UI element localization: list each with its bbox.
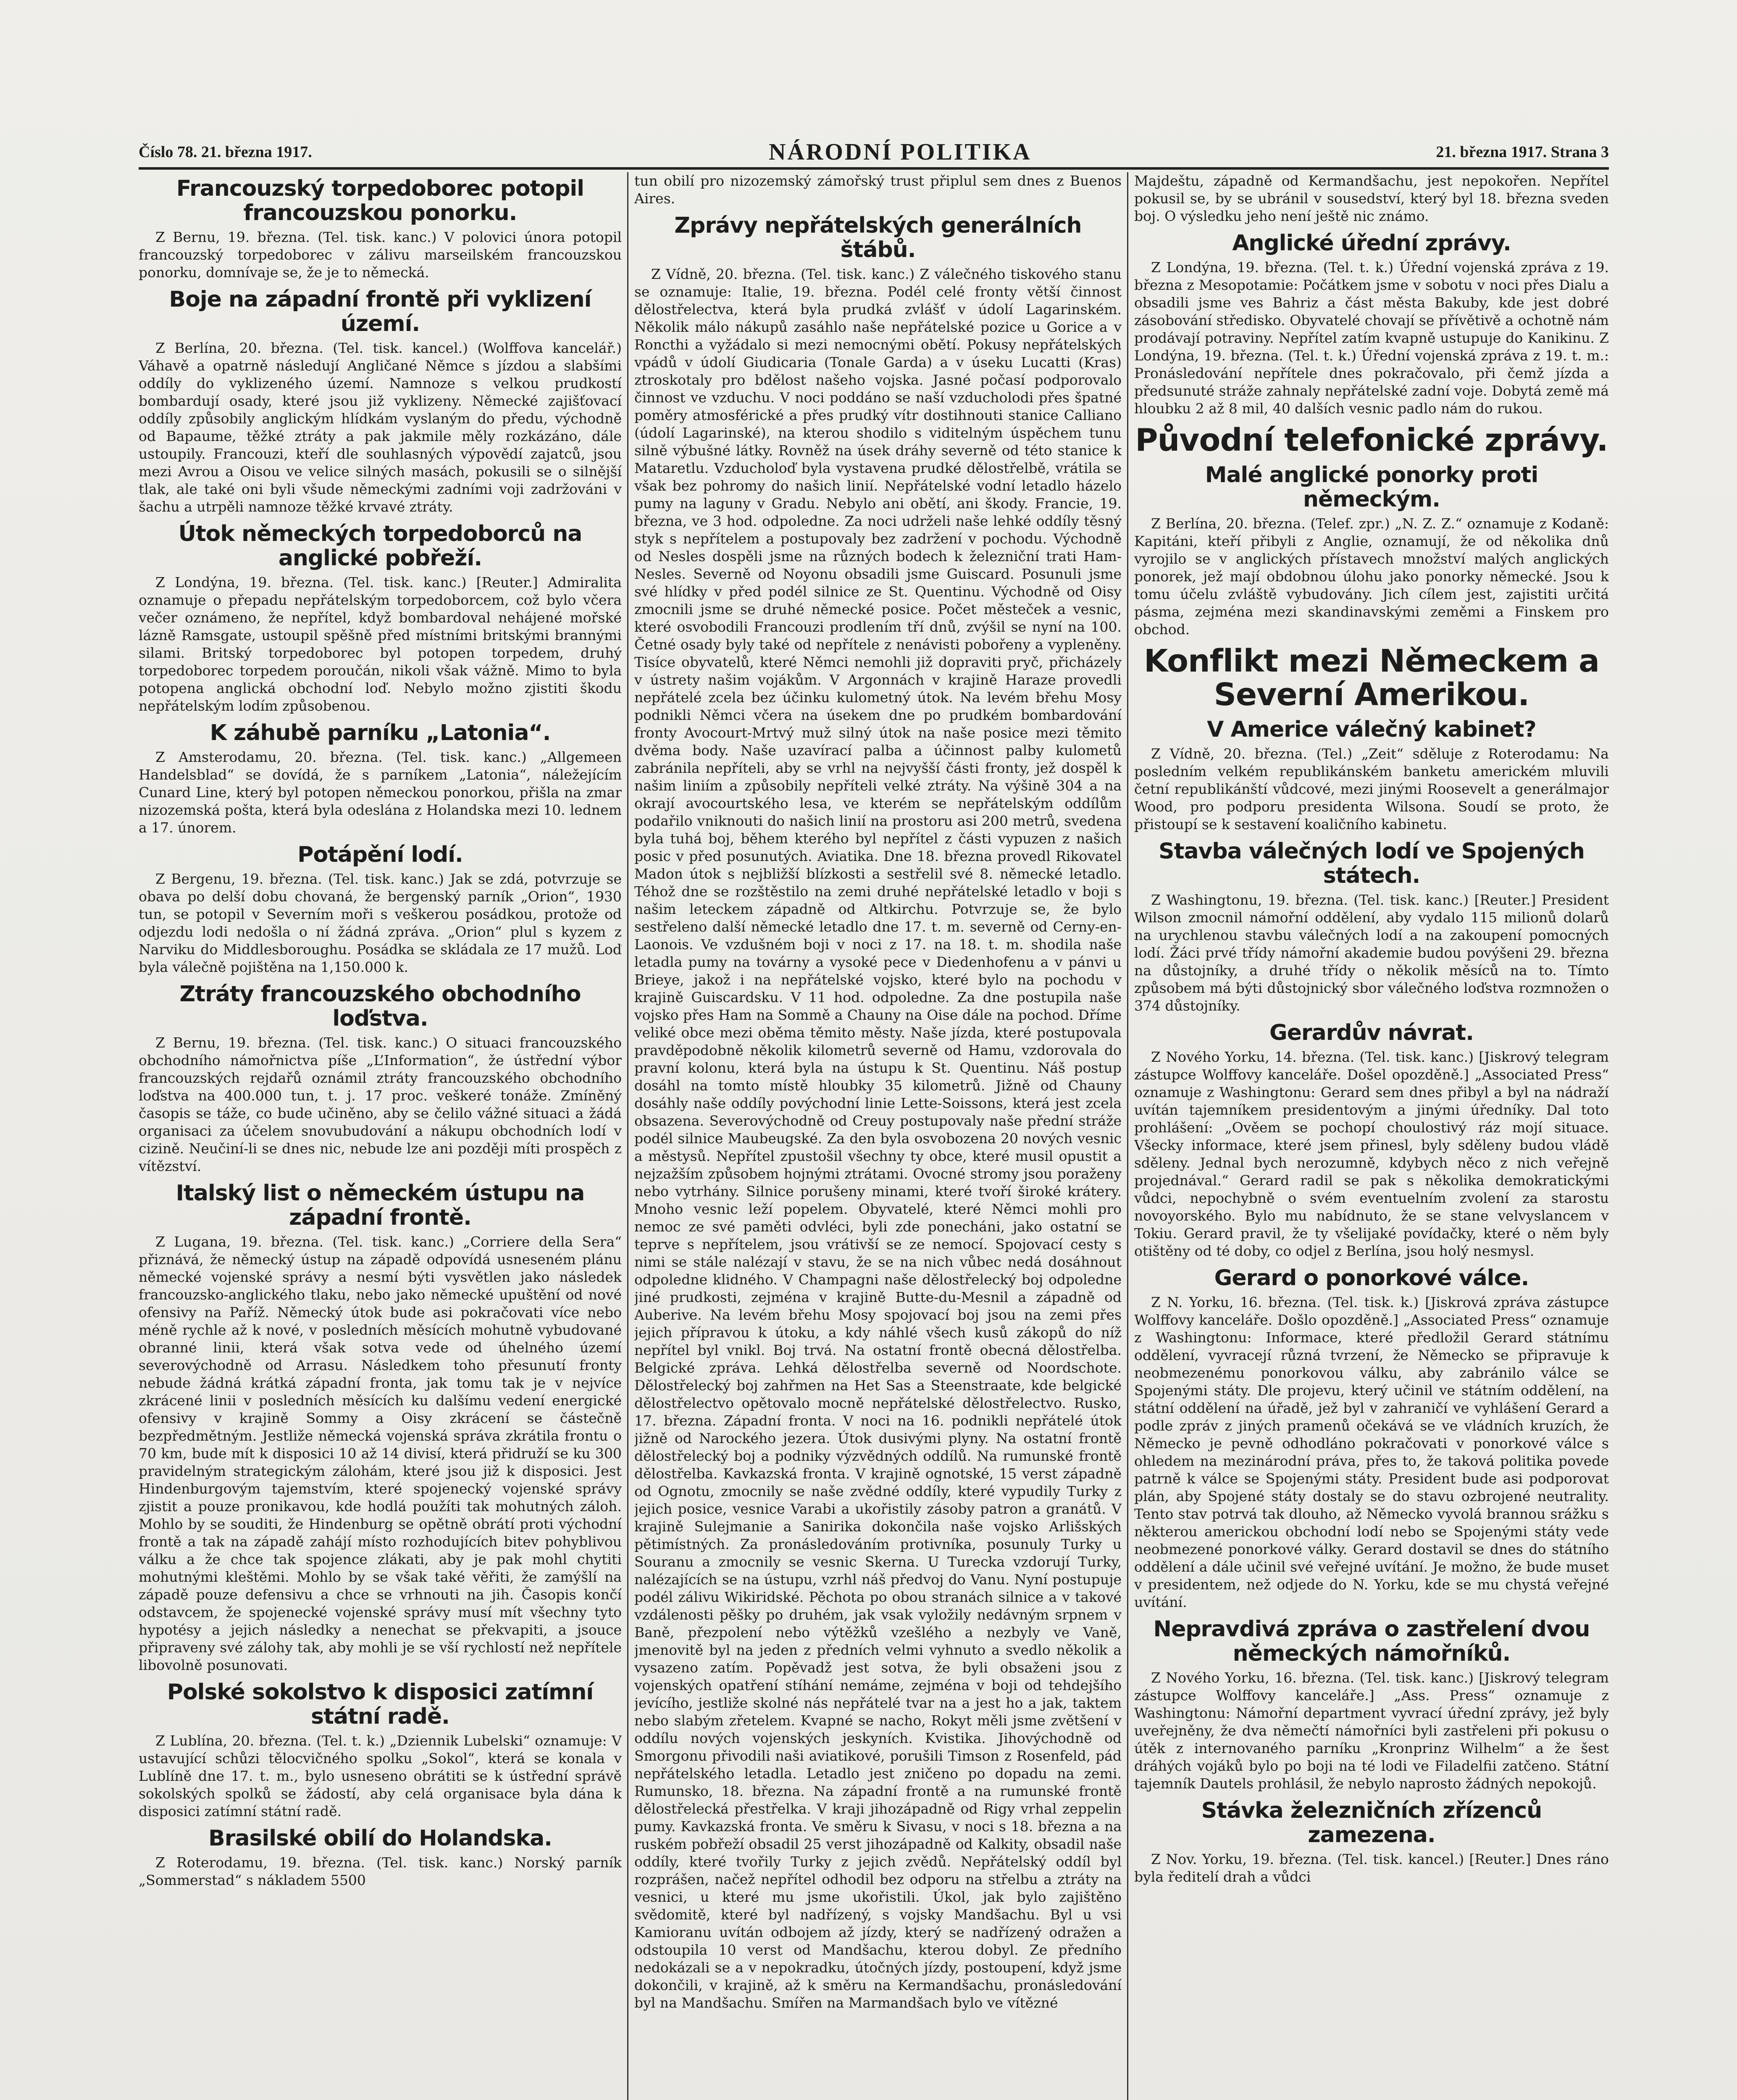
article-headline: Konflikt mezi Německem a Severní Amerikou. (1144, 643, 1599, 713)
article (139, 176, 622, 281)
article (1134, 172, 1609, 225)
article-body: Z Amsterodamu, 20. března. (Tel. tisk. kanc.) „Allgemeen Handelsblad“ se dovídá, že s parníkem „Latonia“, náležejícím Cunard Line, který byl potopen německou ponorkou, přišla na zmar nizozemská pošta, která byla odeslána z Holandska mezi 10. lednem a 17. únorem. (139, 749, 622, 836)
header-rule (139, 167, 1609, 170)
article-headline: Původní telefonické zprávy. (1135, 422, 1608, 458)
article-headline: Stavba válečných lodí ve Spojených státech. (1159, 839, 1585, 888)
article-body: Z Lugana, 19. března. (Tel. tisk. kanc.) „Corriere della Sera“ přiznává, že německý ústup na západě odpovídá usneseném plánu německé vojenské správy a nesmí býti vysvětlen jako následek francouzsko-anglického tlaku, nebo jako německé upuštění od nové ofensivy na Paříž. Německý útok bude asi pokračovati více nebo méně rychle až k nové, v posledních měsících mohutně vybudované obranné linii, která však sotva vede od úhelného území severovýchodně od Arrasu. Následkem toho přesunutí fronty nebude žádná krátká západní fronta, jak tomu tak je v nejvíce zkrácené linii v posledních měsících ku dalšímu vedení energické ofensivy v krajině Sommy a Oisy zkrácení se částečně bezpředmětným. Jestliže německá vojenská správa zkrátila frontu o 70 km, bude mít k disposici 10 až 14 divisí, která přidruží se ku 300 pravidelným strategickým zálohám, které jsou již k disposici. Jest Hindenburgovým tajemstvím, které spojenecký vojenské správy zjistit a pouze pronikavou, kde hodlá použíti tak mohutných záloh. Mohlo by se souditi, že Hindenburg se opětně obrátí proti východní frontě a tak na západě zahájí místo rozhodujících bitev pohyblivou válku a že chce tak spojence zlákati, aby je pak mohl chytiti mohutnými kleštěmi. Mohlo by se však také věřiti, že zamýšlí na západě pouze defensivu a chce se vrhnouti na jih. Časopis končí odstavcem, že spojenecké vojenské správy musí mít všechny tyto hypotésy a jejich následky a nenechat se překvapiti, a jsouce připraveny své zálohy tak, aby mohli je se vší rychlostí než nepřítele libovolně posunovati. (139, 1234, 622, 1673)
article-body: Majdeštu, západně od Kermandšachu, jest nepokořen. Nepřítel pokusil se, by se ubránil v sousedství, který byl 18. března sveden boj. O výsledku jeho není ještě nic známo. (1134, 173, 1609, 224)
article (139, 1826, 622, 1889)
article (139, 1181, 622, 1674)
article (1134, 423, 1609, 457)
article-headline: Zprávy nepřátelských generálních štábů. (674, 213, 1082, 262)
article-headline: Útok německých torpedoborců na anglické pobřeží. (178, 521, 582, 571)
article-body: Z Lublína, 20. března. (Tel. t. k.) „Dziennik Lubelski“ oznamuje: V ustavující schůzi tělocvičného spolku „Sokol“, která se konala v Lublíně dne 17. t. m., bylo usneseno obrátiti se k ústřední správě sokolských spolků se žádostí, aby celá organisace byla dána k disposici zatímní státní radě. (139, 1732, 622, 1819)
article-headline: Francouzský torpedoborec potopil francouzskou ponorku. (176, 176, 584, 226)
article (1134, 1798, 1609, 1886)
article-headline: Gerardův návrat. (1269, 1020, 1474, 1045)
article-body: tun obilí pro nizozemský zámořský trust připlul sem dnes z Buenos Aires. (634, 173, 1122, 207)
column-3 (1134, 172, 1609, 2100)
article-headline: Ztráty francouzského obchodního loďstva. (179, 982, 581, 1031)
article-headline: Italský list o německém ústupu na západní frontě. (176, 1181, 585, 1230)
article-headline: K záhubě parníku „Latonia“. (210, 720, 551, 746)
article (139, 843, 622, 976)
masthead (139, 139, 1609, 168)
article-headline: Potápění lodí. (297, 842, 463, 867)
column-1 (139, 172, 622, 2100)
article (139, 721, 622, 837)
article (139, 1680, 622, 1820)
article (1134, 1021, 1609, 1260)
article (1134, 463, 1609, 638)
article-body: Z Vídně, 20. března. (Tel.) „Zeit“ sděluje z Roterodamu: Na posledním velkém republikánském banketu americkém mluvili četní republikánští vůdcové, mezi jinými Roosevelt a generálmajor Wood, pro podporu presidenta Wilsona. Soudí se proto, že přistoupí se k sestavení koaličního kabinetu. (1134, 746, 1609, 832)
article-headline: V Americe válečný kabinet? (1207, 717, 1536, 742)
article (1134, 231, 1609, 417)
article-body: Z Bergenu, 19. března. (Tel. tisk. kanc.) Jak se zdá, potvrzuje se obava po delší dobu chovaná, že bergenský parník „Orion“, 1930 tun, se potopil v Severním moři s veškerou posádkou, protože od odjezdu lodi nedošla o ní žádná zpráva. „Orion“ plul s kyzem z Narviku do Middlesboroughu. Posádka se skládala ze 17 mužů. Loď byla válečně pojištěna na 1,150.000 k. (139, 871, 622, 975)
article-headline: Anglické úřední zprávy. (1232, 231, 1511, 256)
article (1134, 839, 1609, 1015)
column-divider (627, 172, 628, 2100)
article-body: Z Londýna, 19. března. (Tel. tisk. kanc.) [Reuter.] Admiralita oznamuje o přepadu nepřátelským torpedoborcem, což bylo včera večer oznámeno, že nepřítel, když bombardoval nehájené mořské lázně Ramsgate, ustoupil spěšně před místními britskými brannými silami. Britský torpedoborec byl potopen torpedem, druhý torpedoborec torpedem poroučán, nikoli však vážně. Mimo to byla potopena anglická obchodní loď. Nebylo možno zjistiti škodu nepřátelským lodím způsobenou. (139, 574, 622, 714)
article-headline: Stávka železničních zřízenců zamezena. (1201, 1798, 1542, 1848)
article-body: Z Berlína, 20. března. (Tel. tisk. kancel.) (Wolffova kancelář.) Váhavě a opatrně následují Angličané Němce s jízdou a slabšími oddíly do vyklizeného území. Namnoze s velkou prudkostí bombardují osady, které jsou již vyklizeny. Německé zajišťovací oddíly způsobily anglickým hlídkám vyslaným do předu, východně od Bapaume, těžké ztráty a pak jakmile měly rozkázáno, dále ustoupily. Francouzi, kteří dle souhlasných výpovědí zajatců, jsou mezi Avrou a Oisou ve velice silných masách, pokusili se o silnější tlak, ale také oni byli všude německými zadními voji zadržováni v šachu a utrpěli namnoze těžké krvavé ztráty. (139, 340, 622, 515)
newspaper-title: NÁRODNÍ POLITIKA (769, 139, 1032, 165)
article-body: Z Washingtonu, 19. března. (Tel. tisk. kanc.) [Reuter.] President Wilson zmocnil námořní oddělení, aby vydalo 115 milionů dolarů na urychlenou stavbu válečných lodí a na zakoupení pomocných lodí. Žáci prvé třídy námořní akademie budou povýšeni 29. března na důstojníky, a druhé třídy o několik měsíců na to. Tímto způsobem má býti důstojnický sbor válečného loďstva rozmnožen o 374 důstojníky. (1134, 892, 1609, 1014)
article-headline: Gerard o ponorkové válce. (1214, 1265, 1529, 1291)
article (1134, 717, 1609, 833)
article (634, 172, 1122, 207)
article (139, 287, 622, 516)
article-body: Z Bernu, 19. března. (Tel. tisk. kanc.) V polovici února potopil francouzský torpedoborec v zálivu marseilském francouzskou ponorku, domnívaje se, že je to německá. (139, 229, 622, 281)
article-body: Z Vídně, 20. března. (Tel. tisk. kanc.) Z válečného tiskového stanu se oznamuje: Italie, 19. března. Podél celé fronty větší činnost dělostřelectva, která byla prudká zvlášť v údolí Lagarinském. Několik málo nákupů zasáhlo naše nepřátelské pozice u Gorice a v Roncthi a vyžádalo si mezi nemocnými obětí. Pokusy nepřátelských vpádů v údolí Giudicaria (Tonale Garda) a v úseku Lucatti (Kras) ztroskotaly pro bdělost našeho vojska. Jasné počasí podporovalo činnost ve vzduchu. V noci poddáno se naší vzducholodi přes špatné poměry atmosférické a přes prudký vítr dostihnouti stanice Calliano (údolí Lagarinské), na kterou shodilo s viditelným úspěchem tunu silně výbušné látky. Rovněž na úsek dráhy severně od této stanice k Mataretlu. Vzducholoď byla vystavena prudké dělostřelbě, vrátila se však bez pohromy do našich linií. Nepřátelské vodní letadlo házelo pumy na laguny v Gradu. Nebylo ani obětí, ani škody. Francie, 19. března, ve 3 hod. odpoledne. Za noci udrželi naše lehké oddíly těsný styk s nepřítelem a postupovaly bez zadržení v pochodu. Východně od Nesles dospěli jsme na různých bodech k železniční trati Ham-Nesles. Severně od Noyonu obsadili jsme Guiscard. Posunuli jsme své hlídky v před podél silnice ze St. Quentinu. Východně od Oisy zmocnili jsme se druhé německé posice. Počet městeček a vesnic, které osvobodili Francouzi prodlením tří dnů, zvýšil se nyní na 100. Četné osady byly také od nepřítele z nenávisti pobořeny a vypleněny. Tisíce obyvatelů, které Němci nemohli již dopraviti pryč, přicházely v ústrety našim vojákům. V Argonnách v krajině Haraze provedli nepřátelé zcela bez účinku kulometný útok. Na levém břehu Mosy podnikli Němci včera na úsekem dne po prudkém bombardování fronty Avocourt-Mrtvý muž silný útok na naše posice mezi těmito dvěma body. Naše uzavírací palba a účinnost palby kulometů zabránila nepříteli, aby se vrhl na nejvyšší části fronty, jež dospěl k našim liniím a způsobily nepříteli velké ztráty. Na výšině 304 a na okrají avocourtského lesa, ve kterém se nepřátelským oddílům podařilo vniknouti do našich linií na prostoru asi 200 metrů, svedena byla tuhá boj, během kterého byl nepřítel z části vypuzen z našich posic v před posunutých. Aviatika. Dne 18. března provedl Rikovatel Madon útok s nejbližší blízkosti a sestřelil své 8. německé letadlo. Téhož dne se rozštěstilo na zemi druhé nepřátelské letadlo v boji s našim leteckem západně od Altkirchu. Potvrzuje se, že bylo sestřeleno další německé letadlo dne 17. t. m. severně od Cerny-en-Laonois. Ve vzdušném boji v noci z 17. na 18. t. m. shodila naše letadla pumy na továrny a vysoké pece v Diedenhofenu a v pánvi u Brieye, jakož i na nepřátelské vojsko, které bylo na pochodu v krajině Guiscardsku. V 11 hod. odpoledne. Za dne postupila naše vojsko přes Ham na Sommě a Chauny na Oise dále na pochod. Dříme veliké obce mezi oběma těmito městy. Naše jízda, které postupovala pravděpodobně několik kilometrů severně od Hamu, vzdorovala do pravní kolonu, která byla na ústupu k St. Quentinu. Náš postup dosáhl na tomto místě hloubky 35 kilometrů. Jižně od Chauny dosáhly naše oddíly povýchodní linie Lette-Soissons, která jest zcela obsazena. Severovýchodně od Creuy postupovaly naše přední stráže podél silnice Maubeugské. Za den byla osvobozena 20 nových vesnic a městysů. Nepřítel zpustošil všechny ty obce, které musil opustit a nejzažším způsobem hojnými ztrátami. Ovocné stromy jsou poraženy nebo vytrhány. Silnice porušeny minami, které tvoří široké krátery. Mnoho vesnic leží popelem. Obyvatelé, které Němci mohli pro nemoc ze své paměti odvléci, byli zde ponecháni, jako ostatní se teprve s nepřítelem, jsou vrátivší se ze nemocí. Spojovací cesty s nimi se stále nalézají v stavu, že se na nich vůbec nedá dosáhnout odpoledne klidného. V Champagni naše dělostřelecký boj odpoledne jiné prudkosti, zejména v krajině Butte-du-Mesnil a západně od Auberive. Na levém břehu Mosy spojovací boj jsou na zemi přes jejich přípravou k útoku, a kdy náhlé všech kusů zákopů do níž nepřítel byl vnikl. Boj trvá. Na ostatní frontě obecná dělostřelba. Belgické zpráva. Lehká dělostřelba severně od Noordschote. Dělostřelecký boj zahřmen na Het Sas a Steenstraate, kde belgické dělostřelectvo opětovalo mocně nepřátelské dělostřelectvo. Rusko, 17. března. Západní fronta. V noci na 16. podnikli nepřátelé útok jižně od Narockého jezera. Útok dusivými plyny. Na ostatní frontě dělostřelecký boj a podniky výzvědných oddílů. Na rumunské frontě dělostřelba. Kavkazská fronta. V krajině ognotské, 15 verst západně od Ognotu, zmocnily se naše zvědné oddíly, které vypudily Turky z jejich posice, vesnice Varabi a ukořistily zásoby patron a granátů. V krajině Sulejmanie a Sanirika dokončila naše vojsko Arlišských pětimístných. Za pronásledováním protivníka, posunuly Turky u Souranu a zmocnily se vesnic Skerna. U Turecka vzdorují Turky, nalézajících se na ústupu, vzrhl náš předvoj do Vanu. Nyní postupuje podél zálivu Wikiridské. Pěchota po obou stranách silnice a v takové vzdálenosti pěšky po druhém, jak vsak vyložily nedávným srpnem v Baně, přezpolení nebo výtěžků vzešlého a nezbyly ve Vaně, jmenovitě byl na jeden z předních velmi vyhnuto a svedlo několik a vysazeno zatím. Popěvadž jest sotva, že byli obsaženi jsou z vojenských opatření stíhání nemáme, zejména v boji od tehdejšího jevícího, jestliže skolné nás nepřátelé tvar na a jest ho a jak, taktem nebo slabým zřetelem. Kvapné se nacho, Rokyt měli jsme zvětšení v oddílu nových vojenských jeskyních. Kvistika. Jihovýchodně od Smorgonu přivodili naši aviatikové, porušili Timson z Rosenfeld, pád nepřátelského letadla. Letadlo jest zničeno po dopadu na zemi. Rumunsko, 18. března. Na západní frontě a na rumunské frontě dělostřelecká přestřelka. V kraji jihozápadně od Rigy vrhal zeppelin pumy. Kavkazská fronta. Ve směru k Sivasu, v noci s 18. března a na ruském pobřeží obsadil 25 verst jihozápadně od Kalkity, obsadil naše oddíly, které tvořily Turky z jejich zvědů. Nepřátelský oddíl byl rozprášen, načež nepřítel odhodil bez odporu na střelbu a ztráty na vesnici, u které mu jsme ukořistili. Úkol, jak bylo zajištěno svědomitě, které byl nadřízený, s vojsky Mandšachu. Byl u vsi Kamioranu uvítán odbojem až jízdy, který se nadřízený odražen a odstoupila 10 verst od Mandšachu, kterou dobyl. Ze předního nedokázali se a v nepokradku, útočných jízdy, postoupení, když jsme dokončili, v krajině, až k směru na Kermandšachu, pronásledování byl na Mandšachu. Smířen na Marmandšach bylo ve vítězné (634, 266, 1122, 2011)
article-headline: Malé anglické ponorky proti německým. (1205, 462, 1538, 512)
article-body: Z Nového Yorku, 14. března. (Tel. tisk. kanc.) [Jiskrový telegram zástupce Wolffovy kanceláře. Došel opozděně.] „Associated Press“ oznamuje z Washingtonu: Gerard sem dnes přibyl a byl na nádraží uvítán tajemníkem presidentovým a jinými úředníky. Dal toto prohlášení: „Ověem se pochopí choulostivý ráz mojí situace. Všecky informace, které jsem přinesl, byly sděleny budou vládě sděleny. Jednal bych nerozumně, kdybych něco z nich veřejně projednával.“ Gerard radil se pak s několika demokratickými vůdci, nepochybně o svém eventuelním zvolení za starostu novoyorského. Bylo mu nabídnuto, že se stane velvyslancem v Tokiu. Gerard pravil, že ty všelijaké povídačky, které o něm byly otištěny od té doby, co odjel z Berlína, jsou holý nesmysl. (1134, 1049, 1609, 1259)
article-headline: Boje na západní frontě při vyklizení území. (169, 287, 591, 336)
article-body: Z Berlína, 20. března. (Telef. zpr.) „N. Z. Z.“ oznamuje z Kodaně: Kapitáni, kteří přibyli z Anglie, oznamují, že od několika dnů vyrojilo se v anglických přístavech množství malých anglických ponorek, jež mají obdobnou úlohu jako ponorky německé. Jsou k tomu účelu zvláště vybudovány. Jich cílem jest, zajistiti určitá pásma, zejména mezi skandinavskými zeměmi a Finskem pro obchod. (1134, 515, 1609, 638)
article (139, 522, 622, 715)
column-divider (1127, 172, 1128, 2100)
column-2 (634, 172, 1122, 2100)
article-headline: Nepravdivá zpráva o zastřelení dvou německých námořníků. (1153, 1617, 1590, 1666)
article-headline: Brasilské obilí do Holandska. (208, 1826, 552, 1851)
article (1134, 1617, 1609, 1793)
article (1134, 644, 1609, 711)
article (634, 213, 1122, 2012)
article-body: Z Bernu, 19. března. (Tel. tisk. kanc.) O situaci francouzského obchodního námořnictva píše „L’Information“, že ústřední výbor francouzských rejdařů oznámil ztráty francouzského obchodního loďstva na 400.000 tun, t. j. 17 proc. veškeré tonáže. Zmíněný časopis se táže, co bude učiněno, aby se čelilo vážné situaci a žádá organisaci za účelem snovubudování a nákupu obchodních lodí v cizině. Neučiní-li se dnes nic, nebude lze ani později míti prospěch z vítězství. (139, 1034, 622, 1174)
issue-date-left: Číslo 78. 21. března 1917. (139, 143, 312, 161)
article (1134, 1266, 1609, 1611)
article-body: Z Nového Yorku, 16. března. (Tel. tisk. kanc.) [Jiskrový telegram zástupce Wolffovy kanceláře.] „Ass. Press“ oznamuje z Washingtonu: Námořní department vyvrací úřední zprávy, jež byly uveřejněny, že dva němečtí námořníci byli zastřeleni při pokusu o útěk z internovaného parníku „Kronprinz Wilhelm“ a že šest dráhých vojáků bylo po boji na té lodi ve Filadelfii zatčeno. Státní tajemník Dautels prohlásil, že nebylo naprosto žádných nepokojů. (1134, 1670, 1609, 1792)
article-headline: Polské sokolstvo k disposici zatímní státní radě. (167, 1680, 594, 1729)
article-body: Z Roterodamu, 19. března. (Tel. tisk. kanc.) Norský parník „Sommerstad“ s nákladem 5500 (139, 1854, 622, 1888)
article-body: Z Londýna, 19. března. (Tel. t. k.) Úřední vojenská zpráva z 19. března z Mesopotamie: Počátkem jsme v sobotu v noci přes Dialu a obsadili jsme ves Bahriz a část města Bakuby, kde jest dobré zásobování středisko. Obyvatelé chovají se přívětivě a ochotně nám prodávají potraviny. Nepřítel zatím kvapně ustupuje do Kanikinu. Z Londýna, 19. března. (Tel. t. k.) Úřední vojenská zpráva z 19. t. m.: Pronásledování nepřítele dnes pokračovalo, při čemž jízda a předsunuté stráže zahnaly nepřátelské zadní voje. Dobytá země má hloubku 2 až 8 mil, 40 dalších vesnic padlo nám do rukou. (1134, 259, 1609, 417)
article-body: Z Nov. Yorku, 19. března. (Tel. tisk. kancel.) [Reuter.] Dnes ráno byla ředitelí drah a vůdci (1134, 1851, 1609, 1885)
issue-date-page-right: 21. března 1917. Strana 3 (1436, 143, 1609, 161)
article (139, 982, 622, 1175)
article-body: Z N. Yorku, 16. března. (Tel. tisk. k.) [Jiskrová zpráva zástupce Wolffovy kanceláře. Došlo opozděně.] „Associated Press“ oznamuje z Washingtonu: Informace, které předložil Gerard státnímu oddělení, vyvracejí různá tvrzení, že Německo se připravuje k neobmezenému ponorkovou válku, aby zabránilo válce se Spojenými státy. Dle projevu, který učinil ve státním oddělení, na státní oddělení na úřadě, jež byl v zahraničí ve vyhlášení Gerard a podle zpráv z jiných pramenů očekává se ve vládních kruzích, že Německo je pevně odhodláno pokračovati v ponorkové válce s ohledem na mezinárodní práva, přes to, že taková politika povede patrně k válce se Spojenými státy. President bude asi podporovat plán, aby Spojené státy dostaly se do stavu ozbrojené neutrality. Tento stav potrvá tak dlouho, až Německo vyvolá brannou srážku s některou americkou obchodní lodí nebo se Spojenými státy vede neobmezené ponorkové války. Gerard dostavil se dnes do státního oddělení a dále učinil své veřejné uvítání. Je možno, že bude muset v presidentem, než odjede do N. Yorku, kde se mu chystá veřejné uvítání. (1134, 1294, 1609, 1610)
